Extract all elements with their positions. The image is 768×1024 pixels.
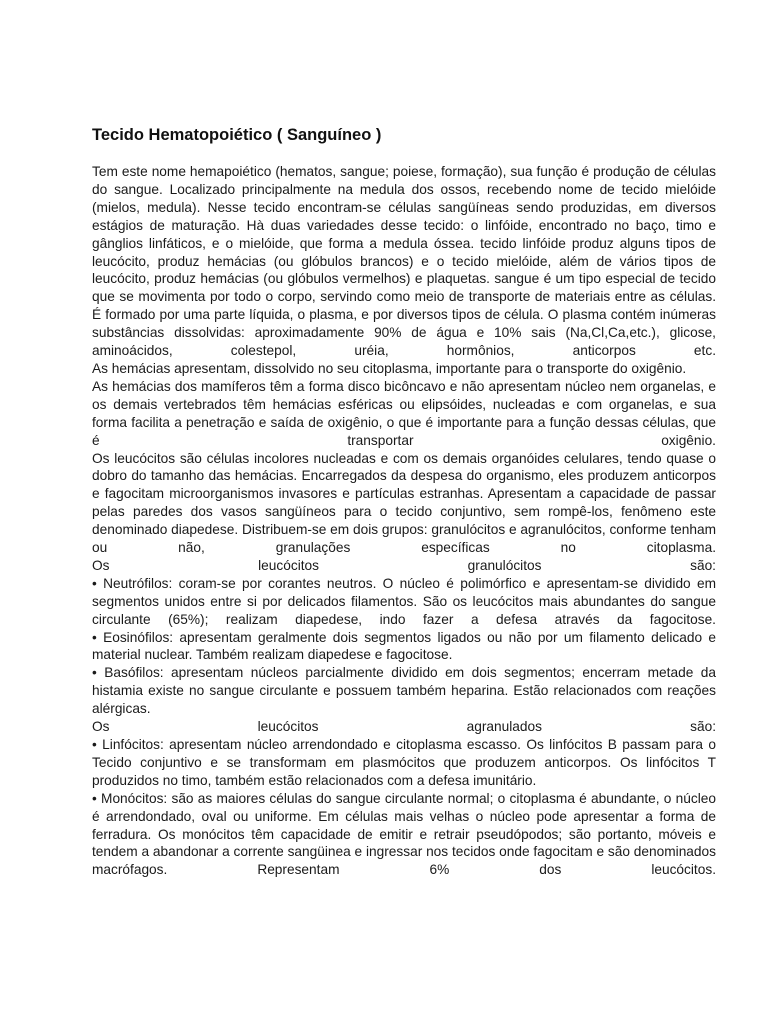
paragraph-granulocitos-heading: Os leucócitos granulócitos são: xyxy=(92,557,716,573)
document-title: Tecido Hematopoiético ( Sanguíneo ) xyxy=(92,126,382,144)
paragraph-intro: Tem este nome hemapoiético (hematos, sangue; poiese, formação), sua função é produção de células do sangue. Localizado principalmente na medula dos ossos, recebendo nome de tecido mielóide (mielos, medula). Nesse tecido encontram-se células sangüíneas sendo produzidas, em diversos estágios de maturação. Hà duas variedades desse tecido: o linfóide, encontrado no baço, timo e gânglios linfáticos, e o mielóide, que forma a medula óssea. tecido linfóide produz alguns tipos de leucócito, produz hemácias (ou glóbulos brancos) e o tecido mielóide, além de vários tipos de leucócito, produz hemácias (ou glóbulos vermelhos) e plaquetas. sangue é um tipo especial de tecido que se movimenta por todo o corpo, servindo como meio de transporte de materiais entre as células. É formado por uma parte líquida, o plasma, e por diversos tipos de célula. O plasma contém inúmeras substâncias dissolvidas: aproximadamente 90% de água e 10% sais (Na,Cl,Ca,etc.), glicose, aminoácidos, colestepol, uréia, hormônios, anticorpos etc. xyxy=(92,164,716,359)
paragraph-linfocitos: • Linfócitos: apresentam núcleo arrendondado e citoplasma escasso. Os linfócitos B passam para o Tecido conjuntivo e se transformam em plasmócitos que produzem anticorpos. Os linfócitos T produzidos no timo, também estão relacionados com a defesa imunitário. xyxy=(92,737,716,788)
paragraph-hemacias-oxigenio: As hemácias apresentam, dissolvido no seu citoplasma, importante para o transporte do oxigênio. xyxy=(92,360,687,376)
paragraph-neutrofilos: • Neutrófilos: coram-se por corantes neutros. O núcleo é polimórfico e apresentam-se dividido em segmentos unidos entre si por delicados filamentos. São os leucócitos mais abundantes do sangue circulante (65%); realizam diapedese, indo fazer a defesa através da fagocitose. xyxy=(92,575,716,627)
paragraph-eosinofilos: • Eosinófilos: apresentam geralmente dois segmentos ligados ou não por um filamento delicado e material nuclear. Também realizam diapedese e fagocitose. xyxy=(92,629,716,663)
paragraph-monocitos: • Monócitos: são as maiores células do sangue circulante normal; o citoplasma é abundante, o núcleo é arrendondado, oval ou uniforme. Em células mais velhas o núcleo pode apresentar a forma de ferradura. Os monócitos têm capacidade de emitir e retrair pseudópodos; são portanto, móveis e tendem a abandonar a corrente sangüinea e ingressar nos tecidos onde fagocitam e são denominados macrófagos. Representam 6% dos leucócitos. xyxy=(92,790,716,878)
document-body xyxy=(92,163,716,879)
paragraph-agranulados-heading: Os leucócitos agranulados são: xyxy=(92,719,716,735)
document-page xyxy=(92,124,716,879)
paragraph-basofilos: • Basófilos: apresentam núcleos parcialmente dividido em dois segmentos; encerram metade da histamia existe no sangue circulante e possuem também heparina. Estão relacionados com reações alérgicas. xyxy=(92,665,716,717)
paragraph-leucocitos: Os leucócitos são células incolores nucleadas e com os demais organóides celulares, tendo quase o dobro do tamanho das hemácias. Encarregados da despesa do organismo, eles produzem anticorpos e fagocitam microorganismos invasores e partículas estranhas. Apresentam a capacidade de passar pelas paredes dos vasos sangüíneos para o tecido conjuntivo, sem rompê-los, fenômeno este denominado diapedese. Distribuem-se em dois grupos: granulócitos e agranulócitos, conforme tenham ou não, granulações específicas no citoplasma. xyxy=(92,450,716,556)
paragraph-hemacias-mamiferos: As hemácias dos mamíferos têm a forma disco bicôncavo e não apresentam núcleo nem organelas, e os demais vertebrados têm hemácias esféricas ou elipsóides, nucleadas e com organelas, e sua forma facilita a penetração e saída de oxigênio, o que é importante para a função dessas células, que é transportar oxigênio. xyxy=(92,378,716,448)
